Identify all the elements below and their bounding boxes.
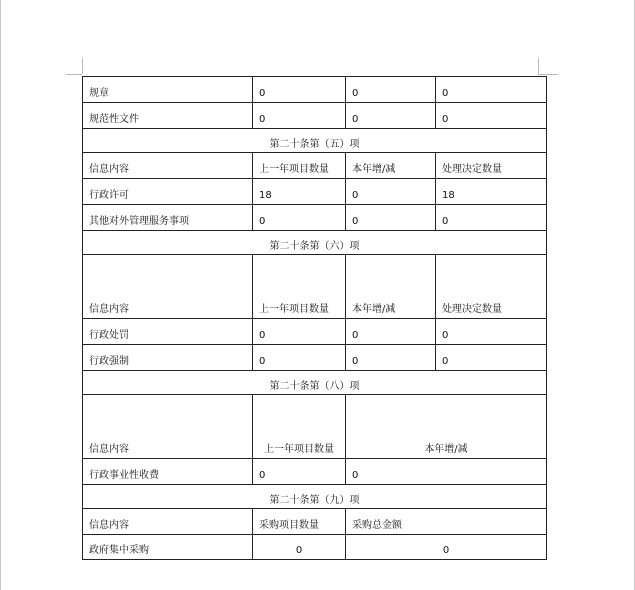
cell-value: 0 bbox=[253, 103, 346, 129]
cell-value: 0 bbox=[346, 103, 436, 129]
cell-value: 0 bbox=[253, 205, 346, 231]
header-cell: 处理决定数量 bbox=[436, 153, 547, 179]
section-title-row bbox=[83, 371, 547, 395]
cell-value: 0 bbox=[346, 459, 547, 485]
row-label: 其他对外管理服务事项 bbox=[83, 205, 253, 231]
table-row bbox=[83, 535, 547, 560]
cell-value: 0 bbox=[436, 77, 547, 103]
row-label: 规章 bbox=[83, 77, 253, 103]
section-title-row bbox=[83, 485, 547, 509]
header-row bbox=[83, 153, 547, 179]
cell-value: 0 bbox=[253, 345, 346, 371]
section-title-row bbox=[83, 231, 547, 255]
cell-value: 0 bbox=[253, 319, 346, 345]
cell-value: 0 bbox=[253, 459, 346, 485]
cell-value: 0 bbox=[253, 77, 346, 103]
table-row bbox=[83, 179, 547, 205]
page-edge-left bbox=[0, 0, 1, 590]
section-title: 第二十条第（五）项 bbox=[83, 129, 547, 153]
table-row bbox=[83, 205, 547, 231]
header-label: 信息内容 bbox=[83, 255, 253, 319]
cell-value: 0 bbox=[436, 319, 547, 345]
table-row bbox=[83, 319, 547, 345]
cell-value: 0 bbox=[436, 103, 547, 129]
row-label: 行政许可 bbox=[83, 179, 253, 205]
header-cell: 采购总金额 bbox=[346, 509, 547, 535]
header-cell: 采购项目数量 bbox=[253, 509, 346, 535]
cell-value: 0 bbox=[253, 535, 346, 560]
cell-value: 0 bbox=[346, 205, 436, 231]
margin-mark-right bbox=[538, 58, 539, 74]
cell-value: 18 bbox=[253, 179, 346, 205]
section-title-row bbox=[83, 129, 547, 153]
row-label: 行政事业性收费 bbox=[83, 459, 253, 485]
cell-value: 0 bbox=[436, 345, 547, 371]
disclosure-table bbox=[82, 76, 547, 560]
cell-value: 0 bbox=[346, 77, 436, 103]
section-title: 第二十条第（八）项 bbox=[83, 371, 547, 395]
cell-value: 0 bbox=[346, 179, 436, 205]
header-label: 信息内容 bbox=[83, 153, 253, 179]
row-label: 规范性文件 bbox=[83, 103, 253, 129]
header-label: 信息内容 bbox=[83, 395, 253, 459]
margin-mark-left bbox=[66, 74, 82, 75]
row-label: 政府集中采购 bbox=[83, 535, 253, 560]
table-row bbox=[83, 459, 547, 485]
header-cell: 上一年项目数量 bbox=[253, 255, 346, 319]
header-row bbox=[83, 255, 547, 319]
header-cell: 本年增/减 bbox=[346, 395, 547, 459]
row-label: 行政处罚 bbox=[83, 319, 253, 345]
header-cell: 本年增/减 bbox=[346, 255, 436, 319]
cell-value: 0 bbox=[436, 205, 547, 231]
table-row bbox=[83, 103, 547, 129]
header-row bbox=[83, 395, 547, 459]
header-row bbox=[83, 509, 547, 535]
margin-mark-right bbox=[538, 74, 558, 75]
header-label: 信息内容 bbox=[83, 509, 253, 535]
table-row bbox=[83, 77, 547, 103]
cell-value: 0 bbox=[346, 319, 436, 345]
margin-mark-left bbox=[82, 58, 83, 74]
cell-value: 0 bbox=[346, 535, 547, 560]
table-row bbox=[83, 345, 547, 371]
section-title: 第二十条第（九）项 bbox=[83, 485, 547, 509]
cell-value: 18 bbox=[436, 179, 547, 205]
row-label: 行政强制 bbox=[83, 345, 253, 371]
header-cell: 上一年项目数量 bbox=[253, 395, 346, 459]
section-title: 第二十条第（六）项 bbox=[83, 231, 547, 255]
header-cell: 处理决定数量 bbox=[436, 255, 547, 319]
header-cell: 上一年项目数量 bbox=[253, 153, 346, 179]
cell-value: 0 bbox=[346, 345, 436, 371]
header-cell: 本年增/减 bbox=[346, 153, 436, 179]
